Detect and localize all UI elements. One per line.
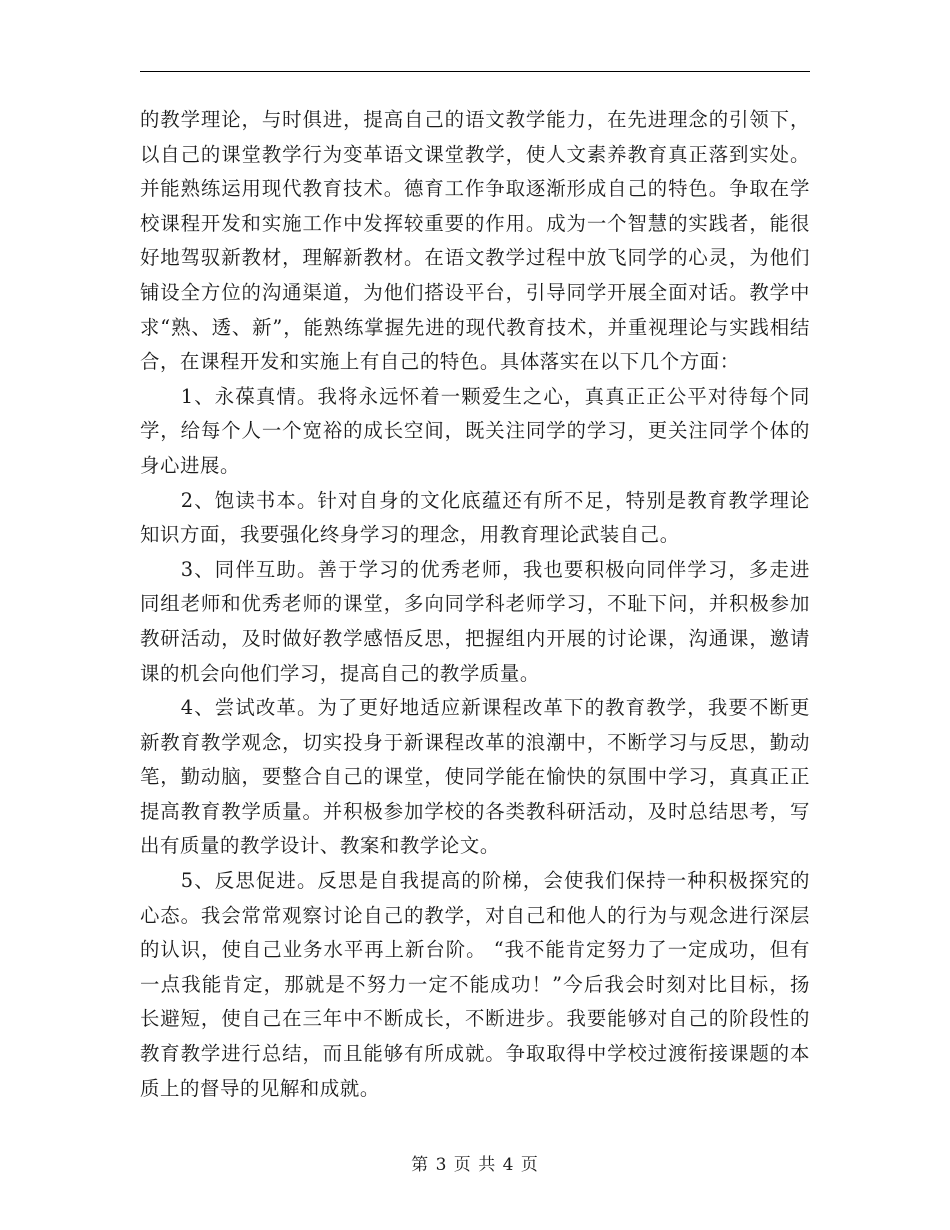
paragraph-point-3: 3、同伴互助。善于学习的优秀老师，我也要积极向同伴学习，多走进同组老师和优秀老师的课堂，多向同学科老师学习，不耻下问，并积极参加教研活动，及时做好教学感悟反思，把握组内开展的讨论课，沟通课，邀请课的机会向他们学习，提高自己的教学质量。 bbox=[140, 557, 810, 685]
page-number-footer: 第 3 页 共 4 页 bbox=[411, 1155, 539, 1175]
paragraph-point-5: 5、反思促进。反思是自我提高的阶梯，会使我们保持一种积极探究的心态。我会常常观察讨论自己的教学，对自己和他人的行为与观念进行深层的认识，使自己业务水平再上新台阶。 “我不能肯定努力了一定成功，但有一点我能肯定，那就是不努力一定不能成功！”今后我会时刻对比目标，扬长避短，使自己在三年中不断成长，不断进步。我要能够对自己的阶段性的教育教学进行总结，而且能够有所成就。争取取得中学校过渡衔接课题的本质上的督导的见解和成就。 bbox=[140, 869, 810, 1100]
paragraph-intro: 的教学理论，与时俱进，提高自己的语文教学能力，在先进理念的引领下，以自己的课堂教学行为变革语文课堂教学，使人文素养教育真正落到实处。并能熟练运用现代教育技术。德育工作争取逐渐形成自己的特色。争取在学校课程开发和实施工作中发挥较重要的作用。成为一个智慧的实践者，能很好地驾驭新教材，理解新教材。在语文教学过程中放飞同学的心灵，为他们铺设全方位的沟通渠道，为他们搭设平台，引导同学开展全面对话。教学中求“熟、透、新”，能熟练掌握先进的现代教育技术，并重视理论与实践相结合，在课程开发和实施上有自己的特色。具体落实在以下几个方面： bbox=[140, 108, 810, 374]
document-body bbox=[140, 103, 810, 1106]
paragraph-point-1: 1、永葆真情。我将永远怀着一颗爱生之心，真真正正公平对待每个同学，给每个人一个宽裕的成长空间，既关注同学的学习，更关注同学个体的身心进展。 bbox=[140, 384, 810, 477]
paragraph-point-4: 4、尝试改革。为了更好地适应新课程改革下的教育教学，我要不断更新教育教学观念，切实投身于新课程改革的浪潮中，不断学习与反思，勤动笔，勤动脑，要整合自己的课堂，使同学能在愉快的氛围中学习，真真正正提高教育教学质量。并积极参加学校的各类教科研活动，及时总结思考，写出有质量的教学设计、教案和教学论文。 bbox=[140, 696, 810, 858]
paragraph-point-2: 2、饱读书本。针对自身的文化底蕴还有所不足，特别是教育教学理论知识方面，我要强化终身学习的理念，用教育理论武装自己。 bbox=[140, 488, 810, 547]
header-rule bbox=[140, 71, 810, 72]
